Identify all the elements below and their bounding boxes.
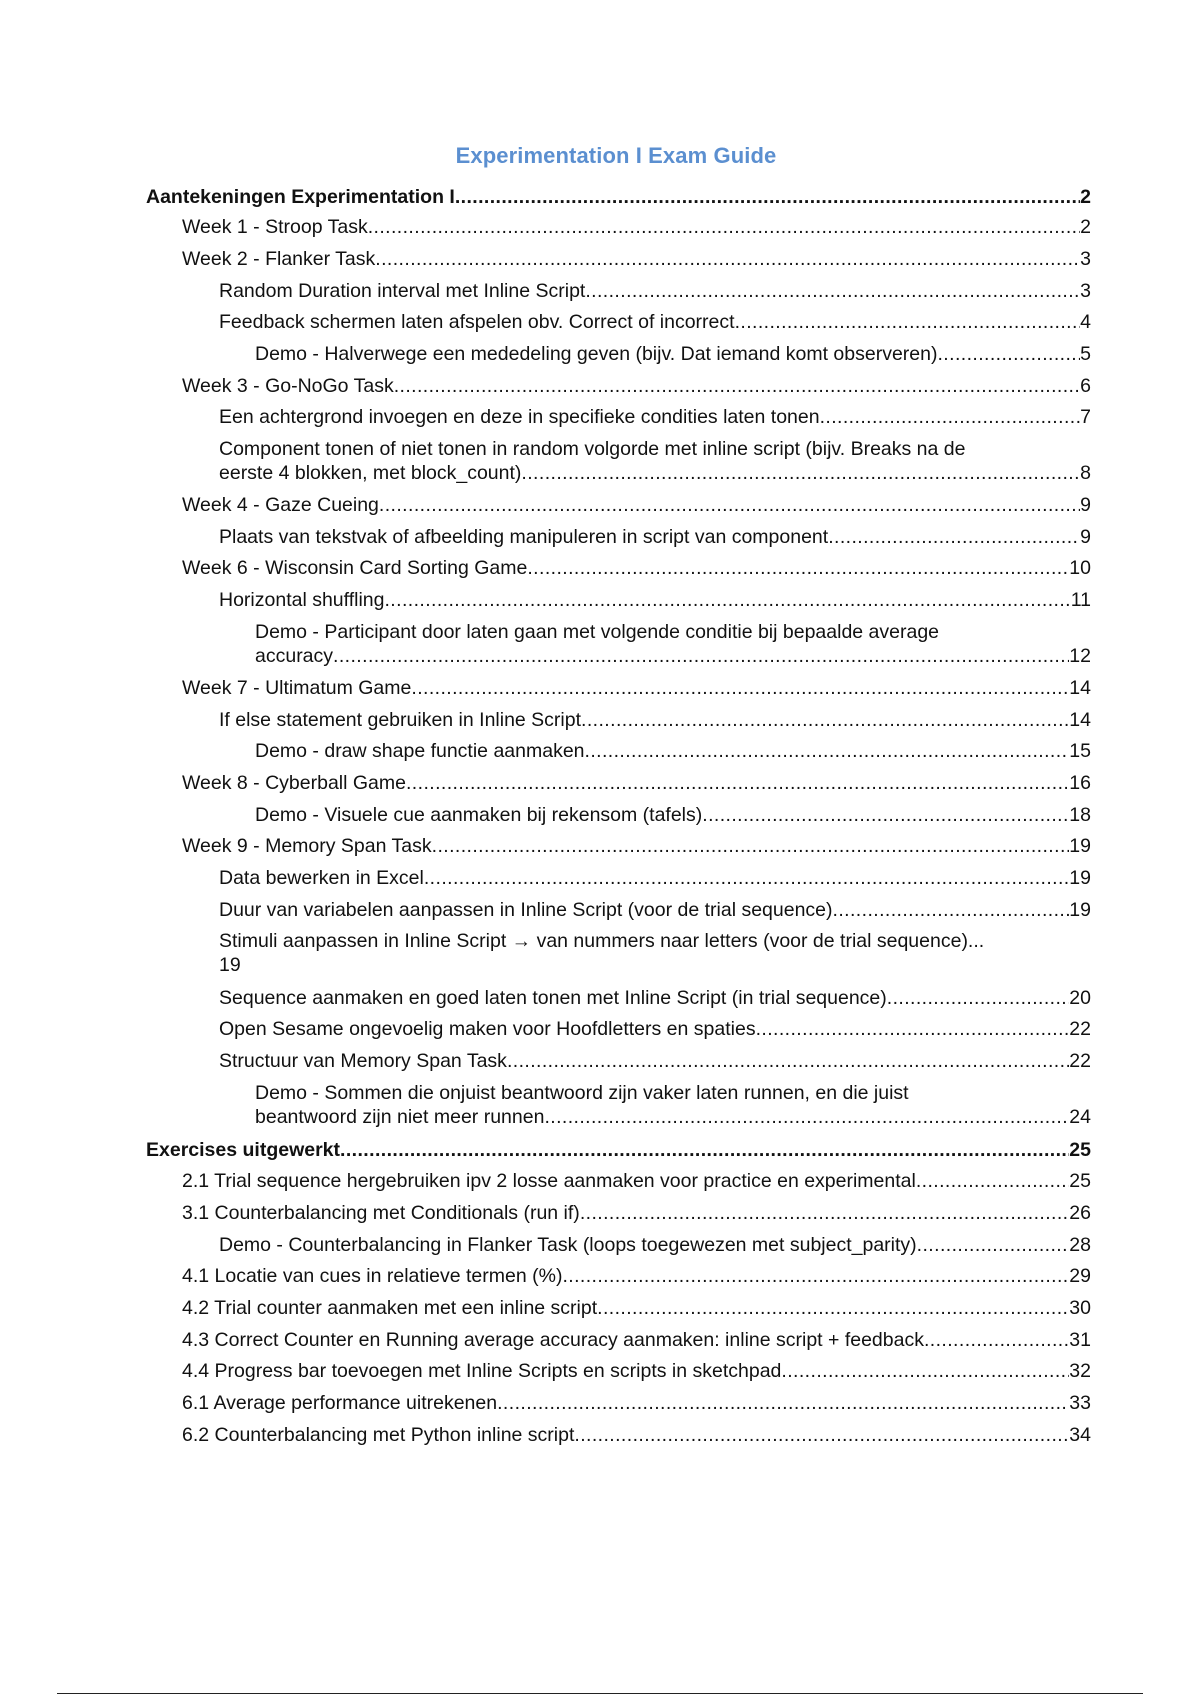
toc-dot-leader <box>581 708 1069 732</box>
toc-entry-label: Data bewerken in Excel <box>219 867 424 889</box>
toc-entry-label: If else statement gebruiken in Inline Script <box>219 709 582 731</box>
toc-page-number: 24 <box>1069 1106 1091 1128</box>
toc-page-number: 19 <box>219 954 241 976</box>
page-bottom-rule <box>57 1693 1143 1694</box>
toc-entry-plaats-tekstvak[interactable] <box>219 525 1091 549</box>
toc-dot-leader <box>411 676 1069 700</box>
toc-page-number: 6 <box>1080 375 1091 397</box>
toc-dot-leader <box>455 185 1080 209</box>
toc-entry-open-sesame[interactable] <box>219 1017 1091 1041</box>
toc-entry-label: Week 6 - Wisconsin Card Sorting Game <box>182 557 528 579</box>
toc-entry-demo-participant[interactable] <box>255 620 1091 668</box>
toc-entry-label: Demo - draw shape functie aanmaken <box>255 740 585 762</box>
toc-entry-2-1[interactable] <box>182 1169 1091 1193</box>
toc-entry-label: Demo - Counterbalancing in Flanker Task (loops toegewezen met subject_parity) <box>219 1234 917 1256</box>
toc-entry-label: 2.1 Trial sequence hergebruiken ipv 2 losse aanmaken voor practice en experimental <box>182 1170 916 1192</box>
toc-entry-label: 3.1 Counterbalancing met Conditionals (run if) <box>182 1202 580 1224</box>
toc-entry-achtergrond[interactable] <box>219 405 1091 429</box>
toc-dot-leader <box>828 525 1080 549</box>
toc-page-number: 30 <box>1069 1297 1091 1319</box>
toc-entry-feedback-schermen[interactable] <box>219 310 1091 334</box>
toc-entry-week1[interactable] <box>182 215 1091 239</box>
toc-dot-leader <box>580 1201 1069 1225</box>
toc-entry-sequence-aanmaken[interactable] <box>219 986 1091 1010</box>
toc-entry-label: Demo - Visuele cue aanmaken bij rekensom (tafels) <box>255 804 703 826</box>
toc-page-number: 33 <box>1069 1392 1091 1414</box>
toc-page-number: 8 <box>1080 462 1091 484</box>
toc-entry-label: Week 7 - Ultimatum Game <box>182 677 412 699</box>
toc-dot-leader <box>507 1049 1069 1073</box>
toc-entry-label: Horizontal shuffling <box>219 589 385 611</box>
toc-page-number: 16 <box>1069 772 1091 794</box>
toc-dot-leader <box>924 1328 1069 1352</box>
toc-entry-label: Aantekeningen Experimentation I <box>146 186 455 208</box>
toc-page-number: 29 <box>1069 1265 1091 1287</box>
toc-page-number: 32 <box>1069 1360 1091 1382</box>
toc-entry-week2[interactable] <box>182 247 1091 271</box>
toc-entry-label: 4.1 Locatie van cues in relatieve termen (%) <box>182 1265 563 1287</box>
toc-dot-leader <box>333 644 1069 668</box>
toc-dot-leader <box>562 1264 1069 1288</box>
toc-dot-leader <box>735 310 1081 334</box>
toc-page-number: 9 <box>1080 494 1091 516</box>
toc-page-number: 2 <box>1080 186 1091 208</box>
toc-page-number: 14 <box>1069 677 1091 699</box>
toc-entry-label-line1: Component tonen of niet tonen in random volgorde met inline script (bijv. Breaks na de <box>219 438 966 460</box>
toc-dot-leader <box>756 1017 1070 1041</box>
toc-entry-label: Demo - Halverwege een mededeling geven (bijv. Dat iemand komt observeren) <box>255 343 938 365</box>
toc-entry-label: Plaats van tekstvak of afbeelding manipuleren in script van component <box>219 526 829 548</box>
toc-dot-leader <box>497 1391 1069 1415</box>
toc-entry-label: Exercises uitgewerkt <box>146 1139 341 1161</box>
toc-page-number: 15 <box>1069 740 1091 762</box>
toc-entry-4-4[interactable] <box>182 1359 1091 1383</box>
toc-dot-leader <box>917 1233 1070 1257</box>
toc-dot-leader <box>379 493 1080 517</box>
toc-dot-leader <box>340 1138 1069 1162</box>
toc-dot-leader <box>527 556 1069 580</box>
toc-entry-label-line1: Stimuli aanpassen in Inline Script → van nummers naar letters (voor de trial sequence)... <box>219 930 985 952</box>
toc-page-number: 5 <box>1080 343 1091 365</box>
toc-entry-6-2[interactable] <box>182 1423 1091 1447</box>
toc-entry-week9[interactable] <box>182 834 1091 858</box>
toc-entry-aantekeningen[interactable] <box>146 185 1091 209</box>
toc-dot-leader <box>916 1169 1069 1193</box>
toc-entry-4-3[interactable] <box>182 1328 1091 1352</box>
toc-entry-label: Week 3 - Go-NoGo Task <box>182 375 394 397</box>
toc-page-number: 26 <box>1069 1202 1091 1224</box>
toc-dot-leader <box>820 405 1081 429</box>
toc-entry-stimuli-aanpassen[interactable] <box>219 929 1091 977</box>
toc-entry-label: Random Duration interval met Inline Script <box>219 280 586 302</box>
toc-entry-label-line2: eerste 4 blokken, met block_count) <box>219 462 522 484</box>
toc-page-number: 19 <box>1069 899 1091 921</box>
toc-page-number: 28 <box>1069 1234 1091 1256</box>
toc-page-number: 3 <box>1080 280 1091 302</box>
toc-entry-week4[interactable] <box>182 493 1091 517</box>
toc-page-number: 25 <box>1069 1139 1091 1161</box>
toc-entry-label: 4.2 Trial counter aanmaken met een inline script <box>182 1297 598 1319</box>
toc-entry-random-duration[interactable] <box>219 279 1091 303</box>
toc-entry-demo-draw-shape[interactable] <box>255 739 1091 763</box>
toc-page-number: 19 <box>1069 835 1091 857</box>
toc-entry-label: Week 8 - Cyberball Game <box>182 772 406 794</box>
toc-page-number: 9 <box>1080 526 1091 548</box>
toc-entry-label: Week 4 - Gaze Cueing <box>182 494 379 516</box>
toc-entry-demo-halverwege[interactable] <box>255 342 1091 366</box>
toc-dot-leader <box>833 898 1070 922</box>
toc-entry-label: Week 2 - Flanker Task <box>182 248 376 270</box>
toc-entry-demo-counterbalancing[interactable] <box>219 1233 1091 1257</box>
toc-entry-label: 4.3 Correct Counter en Running average accuracy aanmaken: inline script + feedback <box>182 1329 924 1351</box>
toc-page-number: 25 <box>1069 1170 1091 1192</box>
toc-entry-label: 4.4 Progress bar toevoegen met Inline Scripts en scripts in sketchpad <box>182 1360 782 1382</box>
toc-entry-week8[interactable] <box>182 771 1091 795</box>
toc-entry-label: Structuur van Memory Span Task <box>219 1050 507 1072</box>
toc-entry-label: Week 9 - Memory Span Task <box>182 835 432 857</box>
toc-page-number: 10 <box>1069 557 1091 579</box>
toc-entry-label: 6.1 Average performance uitrekenen <box>182 1392 498 1414</box>
toc-entry-week6[interactable] <box>182 556 1091 580</box>
toc-dot-leader <box>585 739 1070 763</box>
toc-page-number: 3 <box>1080 248 1091 270</box>
toc-entry-duur-variabelen[interactable] <box>219 898 1091 922</box>
toc-dot-leader <box>394 374 1080 398</box>
toc-dot-leader <box>432 834 1070 858</box>
toc-page-number: 7 <box>1080 406 1091 428</box>
toc-entry-structuur-memory[interactable] <box>219 1049 1091 1073</box>
toc-page-number: 4 <box>1080 311 1091 333</box>
toc-entry-component-tonen[interactable] <box>219 437 1091 485</box>
toc-entry-4-2[interactable] <box>182 1296 1091 1320</box>
toc-dot-leader <box>375 247 1080 271</box>
toc-entry-label-line2: accuracy <box>255 645 334 667</box>
toc-dot-leader <box>406 771 1069 795</box>
toc-page-number: 12 <box>1069 645 1091 667</box>
toc-dot-leader <box>781 1359 1069 1383</box>
toc-entry-label-line2: beantwoord zijn niet meer runnen <box>255 1106 545 1128</box>
toc-entry-label: Week 1 - Stroop Task <box>182 216 368 238</box>
toc-dot-leader <box>368 215 1080 239</box>
toc-dot-leader <box>424 866 1069 890</box>
toc-entry-label-line1: Demo - Participant door laten gaan met volgende conditie bij bepaalde average <box>255 621 940 643</box>
toc-page-number: 31 <box>1069 1329 1091 1351</box>
toc-entry-label: Een achtergrond invoegen en deze in specifieke condities laten tonen <box>219 406 820 428</box>
toc-entry-data-excel[interactable] <box>219 866 1091 890</box>
toc-page-number: 34 <box>1069 1424 1091 1446</box>
toc-entry-4-1[interactable] <box>182 1264 1091 1288</box>
toc-entry-label-line1: Demo - Sommen die onjuist beantwoord zijn vaker laten runnen, en die juist <box>255 1082 909 1104</box>
toc-entry-label: Open Sesame ongevoelig maken voor Hoofdletters en spaties <box>219 1018 756 1040</box>
toc-entry-3-1[interactable] <box>182 1201 1091 1225</box>
toc-entry-week3[interactable] <box>182 374 1091 398</box>
toc-dot-leader <box>585 279 1080 303</box>
toc-page-number: 19 <box>1069 867 1091 889</box>
toc-dot-leader <box>574 1423 1069 1447</box>
toc-entry-label: Feedback schermen laten afspelen obv. Correct of incorrect <box>219 311 735 333</box>
toc-page-number: 20 <box>1069 987 1091 1009</box>
toc-dot-leader <box>384 588 1070 612</box>
toc-dot-leader <box>521 461 1080 485</box>
toc-dot-leader <box>937 342 1080 366</box>
toc-entry-label: Duur van variabelen aanpassen in Inline Script (voor de trial sequence) <box>219 899 833 921</box>
toc-page-number: 2 <box>1080 216 1091 238</box>
toc-page-number: 22 <box>1069 1050 1091 1072</box>
toc-entry-horizontal-shuffling[interactable] <box>219 588 1091 612</box>
toc-dot-leader <box>702 803 1069 827</box>
toc-dot-leader <box>544 1105 1069 1129</box>
toc-entry-exercises[interactable] <box>146 1138 1091 1162</box>
document-title: Experimentation I Exam Guide <box>455 143 777 168</box>
toc-entry-label: Sequence aanmaken en goed laten tonen met Inline Script (in trial sequence) <box>219 987 887 1009</box>
toc-page-number: 14 <box>1069 709 1091 731</box>
toc-page-number: 22 <box>1069 1018 1091 1040</box>
toc-page-number: 18 <box>1069 804 1091 826</box>
toc-dot-leader <box>887 986 1070 1010</box>
toc-entry-demo-visuele-cue[interactable] <box>255 803 1091 827</box>
toc-entry-demo-sommen[interactable] <box>255 1081 1091 1129</box>
toc-dot-leader <box>597 1296 1069 1320</box>
toc-entry-week7[interactable] <box>182 676 1091 700</box>
toc-page-number: 11 <box>1070 589 1091 611</box>
toc-entry-if-else[interactable] <box>219 708 1091 732</box>
toc-entry-label: 6.2 Counterbalancing met Python inline script <box>182 1424 575 1446</box>
toc-entry-6-1[interactable] <box>182 1391 1091 1415</box>
